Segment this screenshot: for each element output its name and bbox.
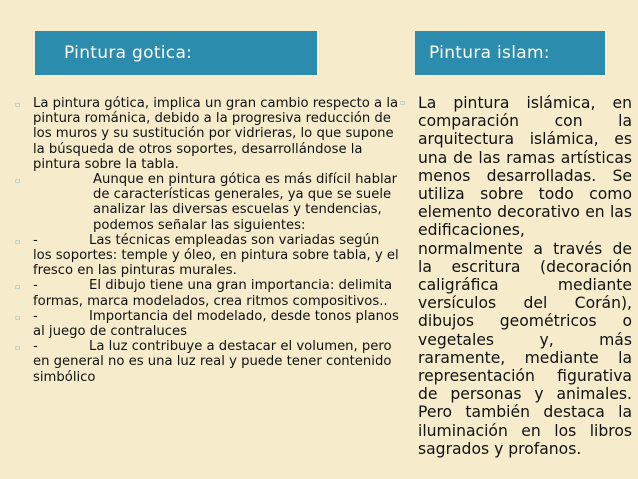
paragraph-text: Importancia del modelado, desde tonos planos al juego de contraluces	[33, 308, 399, 340]
islamic-painting-title: Pintura islam:	[429, 43, 550, 63]
square-bullet-icon: ▫	[15, 176, 21, 186]
dash-marker: -	[33, 339, 38, 355]
list-item	[15, 309, 400, 339]
gothic-painting-title: Pintura gotica:	[64, 43, 193, 63]
square-bullet-icon: ▫	[15, 312, 21, 322]
dash-marker: -	[33, 232, 38, 248]
dash-marker: -	[33, 278, 38, 294]
list-item	[15, 172, 400, 233]
paragraph-text: La pintura gótica, implica un gran cambio respecto a la pintura románica, debido a la progresiva reducción de los muros y su sustitución por vidrieras, lo que supone la búsqueda de otros soportes, desarrollándose la pintura sobre la tabla.	[33, 96, 399, 172]
list-item	[15, 339, 400, 385]
paragraph-text: El dibujo tiene una gran importancia: delimita formas, marca modelados, crea ritmos compositivos..	[33, 278, 393, 309]
paragraph-text: Las técnicas empleadas son variadas según los soportes: temple y óleo, en pintura sobre tabla, y el fresco en las pinturas murales.	[33, 232, 399, 279]
square-bullet-icon: ▫	[15, 100, 21, 109]
square-bullet-icon: ▫	[400, 98, 406, 107]
gothic-painting-column	[15, 96, 400, 385]
dash-marker: -	[33, 308, 38, 324]
islamic-painting-header	[415, 31, 605, 75]
square-bullet-icon: ▫	[15, 236, 21, 246]
islamic-painting-column	[400, 94, 632, 458]
list-item	[400, 94, 632, 458]
paragraph-text: La pintura islámica, en comparación con la arquitectura islámica, es una de las ramas artísticas menos desarrolladas. Se utiliza sobre todo como elemento decorativo en las edificaciones, normalmente a través de la escritura (decoración caligráfica mediante versículos del Corán), dibujos geométricos o vegetales y, más raramente, mediante la representación figurativa de personas y animales. Pero también destaca la iluminación en los libros sagrados y profanos.	[418, 94, 632, 458]
square-bullet-icon: ▫	[15, 343, 21, 353]
square-bullet-icon: ▫	[15, 282, 21, 292]
gothic-painting-header	[35, 31, 317, 75]
paragraph-text: Aunque en pintura gótica es más difícil hablar de características generales, ya que se suele analizar las diversas escuelas y tendencias, podemos señalar las siguientes:	[93, 172, 398, 233]
list-item	[15, 278, 400, 308]
list-item	[15, 96, 400, 172]
list-item	[15, 233, 400, 279]
paragraph-text: La luz contribuye a destacar el volumen, pero en general no es una luz real y puede tener contenido simbólico	[33, 339, 392, 385]
